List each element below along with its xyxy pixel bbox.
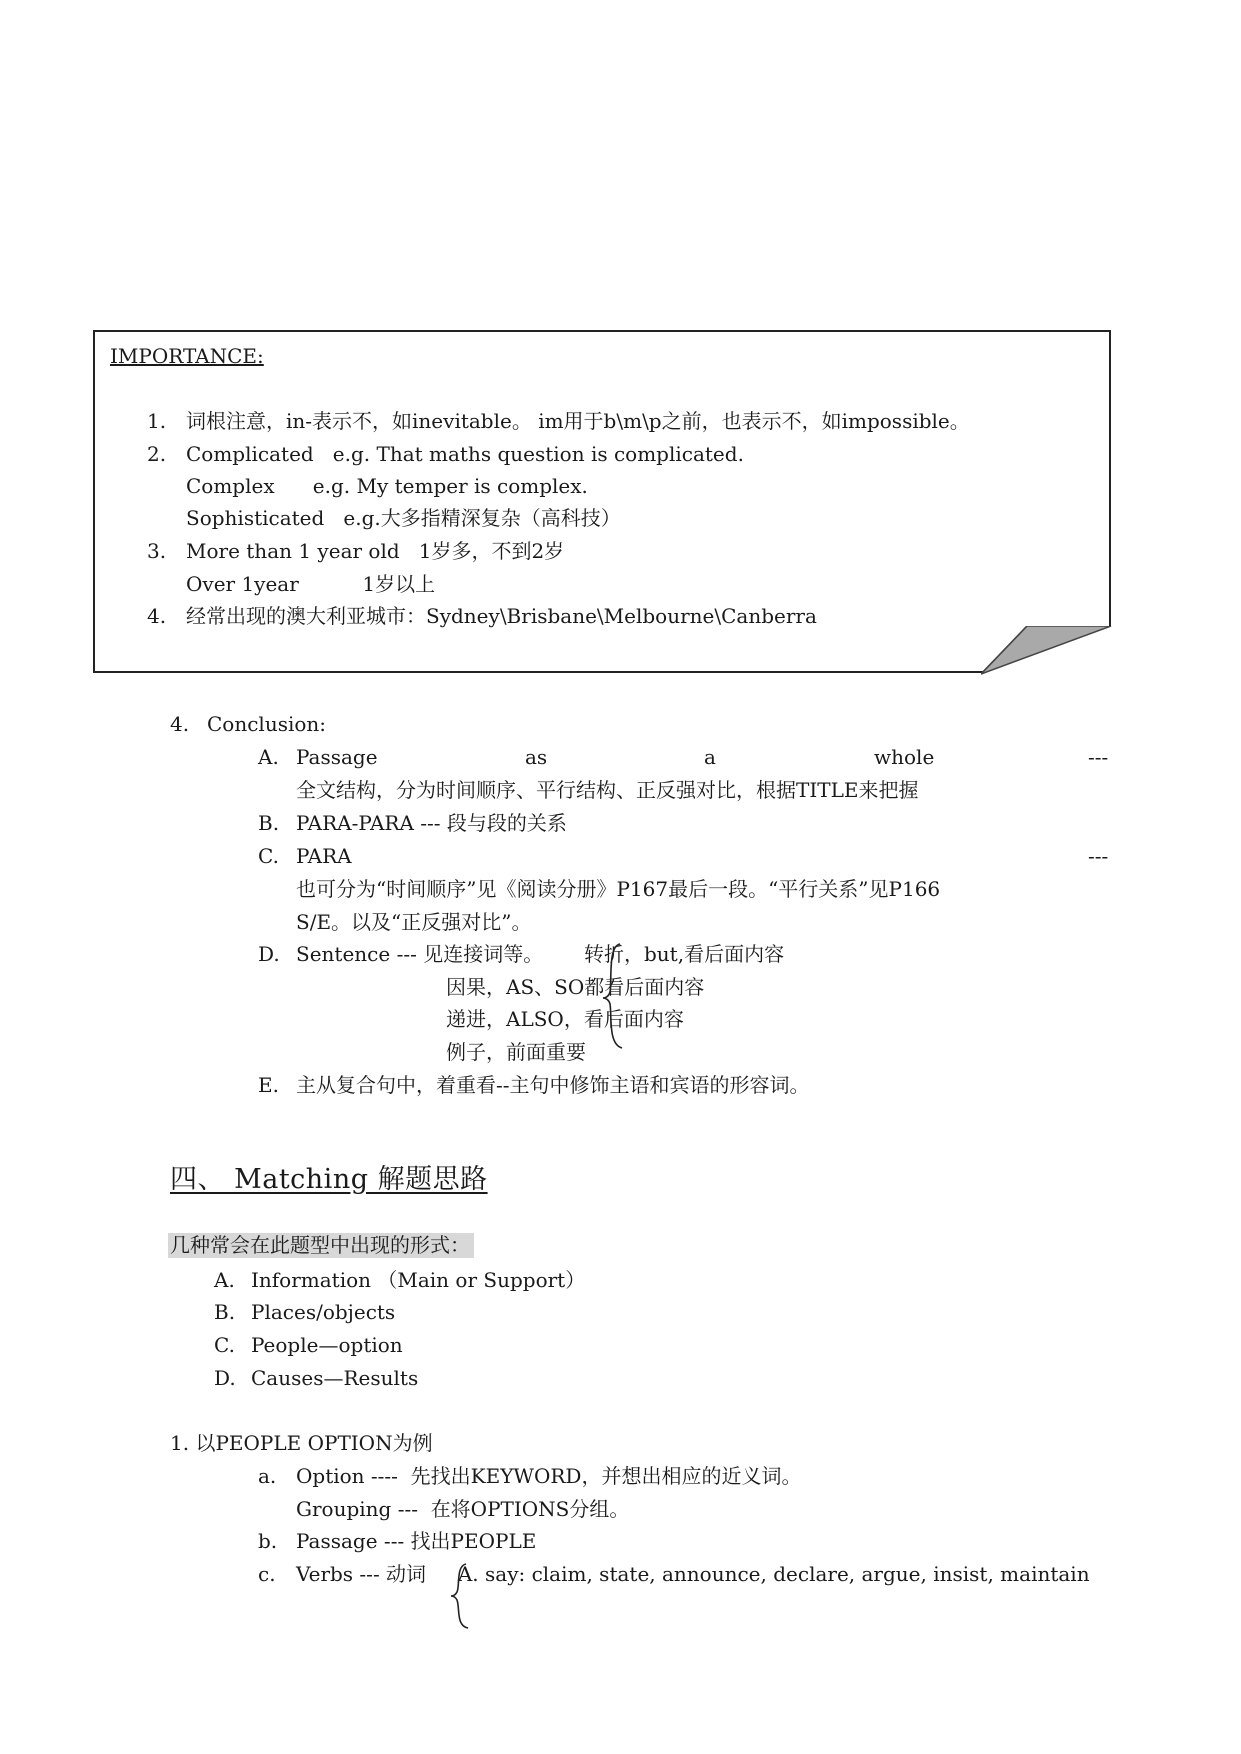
sub-item: 递进，ALSO，看后面内容 — [446, 1007, 684, 1031]
importance-item-line: 经常出现的澳大利亚城市：Sydney\Brisbane\Melbourne\Canberra — [186, 604, 817, 628]
list-item-text: Option ---- 先找出KEYWORD，并想出相应的近义词。 — [296, 1464, 802, 1488]
importance-item-line: Over 1year 1岁以上 — [186, 572, 436, 596]
list-letter: B. — [214, 1300, 236, 1324]
conclusion-title: Conclusion: — [207, 712, 327, 736]
list-item-text: PARA-PARA --- 段与段的关系 — [296, 811, 567, 835]
list-item-text: People—option — [251, 1333, 403, 1357]
list-item-text: Causes—Results — [251, 1366, 419, 1390]
list-letter: E. — [258, 1073, 279, 1097]
justified-word: a — [704, 745, 716, 769]
importance-item-line: Complex e.g. My temper is complex. — [186, 474, 588, 498]
list-letter: B. — [258, 811, 280, 835]
importance-item-num: 3. — [147, 539, 167, 563]
curly-brace-icon — [600, 940, 630, 1052]
list-letter: C. — [214, 1333, 235, 1357]
list-letter: C. — [258, 844, 279, 868]
list-letter: D. — [258, 942, 280, 966]
justified-word: Passage — [296, 745, 378, 769]
justified-word: as — [525, 745, 548, 769]
list-letter: a. — [258, 1464, 277, 1488]
importance-item-num: 4. — [147, 604, 167, 628]
sub-item: 例子，前面重要 — [446, 1040, 586, 1064]
importance-item-num: 1. — [147, 409, 167, 433]
list-item-text: Information （Main or Support） — [251, 1268, 586, 1292]
importance-item-line: More than 1 year old 1岁多，不到2岁 — [186, 539, 565, 563]
list-item-text: Passage --- 找出PEOPLE — [296, 1529, 537, 1553]
forms-label: 几种常会在此题型中出现的形式： — [168, 1233, 474, 1258]
importance-item-line: Sophisticated e.g.大多指精深复杂（高科技） — [186, 506, 621, 530]
list-item-text: Grouping --- 在将OPTIONS分组。 — [296, 1497, 630, 1521]
list-letter: A. — [214, 1268, 235, 1292]
importance-item-num: 2. — [147, 442, 167, 466]
justified-word: PARA — [296, 844, 352, 868]
list-item-continuation: 全文结构，分为时间顺序、平行结构、正反强对比，根据TITLE来把握 — [296, 778, 919, 802]
subsection-title: 1. 以PEOPLE OPTION为例 — [170, 1431, 433, 1455]
sub-item: 因果，AS、SO都看后面内容 — [446, 975, 705, 999]
importance-item-line: 词根注意，in-表示不，如inevitable。 im用于b\m\p之前，也表示不，如impossible。 — [186, 409, 970, 433]
list-item-text: 主从复合句中，着重看--主句中修饰主语和宾语的形容词。 — [296, 1073, 810, 1097]
list-letter: b. — [258, 1529, 278, 1553]
list-item-text: Verbs --- 动词 A. say: claim, state, announce, declare, argue, insist, maintain — [296, 1562, 1090, 1586]
list-item-text: Places/objects — [251, 1300, 396, 1324]
list-letter: D. — [214, 1366, 236, 1390]
list-letter: c. — [258, 1562, 276, 1586]
justified-word: whole — [874, 745, 935, 769]
list-item-continuation: S/E。以及“正反强对比”。 — [296, 910, 532, 934]
section-heading: 四、 Matching 解题思路 — [170, 1164, 488, 1195]
conclusion-number: 4. — [170, 712, 190, 736]
justified-word: --- — [1088, 844, 1109, 868]
sub-item: 转折，but,看后面内容 — [584, 942, 785, 966]
importance-item-line: Complicated e.g. That maths question is complicated. — [186, 442, 744, 466]
list-letter: A. — [258, 745, 279, 769]
page-curl-corner — [981, 626, 1113, 676]
curly-brace-icon — [448, 1560, 474, 1632]
list-item-text: Sentence --- 见连接词等。 — [296, 942, 544, 966]
justified-word: --- — [1088, 745, 1109, 769]
list-item-continuation: 也可分为“时间顺序”见《阅读分册》P167最后一段。“平行关系”见P166 — [296, 877, 941, 901]
importance-title: IMPORTANCE: — [110, 344, 264, 368]
